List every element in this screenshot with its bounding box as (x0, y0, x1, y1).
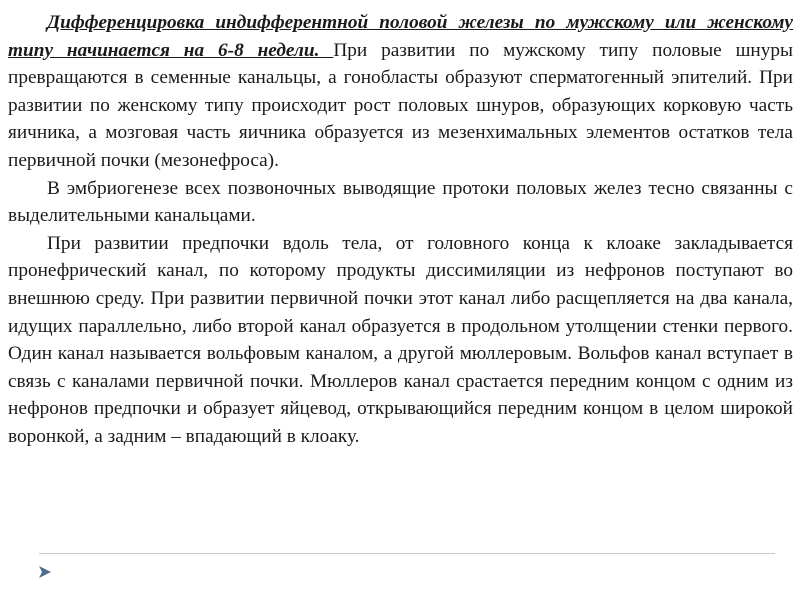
triangle-arrow-icon (38, 565, 52, 579)
paragraph-1 (8, 9, 793, 175)
paragraph-2 (8, 175, 793, 230)
footer-divider (39, 553, 775, 554)
paragraph-3 (8, 230, 793, 451)
paragraph-3-text: При развитии предпочки вдоль тела, от головного конца к клоаке закладывается пронефрический канал, по которому продукты диссимиляции из нефронов поступают во внешнюю среду. При развитии первичной почки этот канал либо расщепляется на два канала, идущих параллельно, либо второй канал образуется в продольном утолщении стенки первого. Один канал называется вольфовым каналом, а другой мюллеровым. Вольфов канал вступает в связь с каналами первичной почки. Мюллеров канал срастается передним концом с одним из нефронов предпочки и образует яйцевод, открывающийся передним концом в целом широкой воронкой, а задним – впадающий в клоаку. (8, 232, 793, 447)
paragraph-1-lead: Дифференцировка индифферентной половой железы по мужскому или женскому типу начинается на 6-8 недели. (8, 12, 793, 61)
text-block (8, 9, 793, 451)
triangle-arrow-shape (39, 566, 51, 578)
paragraph-1-text: При развитии по мужскому типу половые шнуры превращаются в семенные канальцы, а гонобласты образуют сперматогенный эпителий. При развитии по женскому типу происходит рост половых шнуров, образующих корковую часть яичника, а мозговая часть яичника образуется из мезенхимальных элементов остатков тела первичной почки (мезонефроса). (8, 39, 793, 171)
paragraph-2-text: В эмбриогенезе всех позвоночных выводящие протоки половых желез тесно связанны с выделительными канальцами. (8, 177, 793, 227)
